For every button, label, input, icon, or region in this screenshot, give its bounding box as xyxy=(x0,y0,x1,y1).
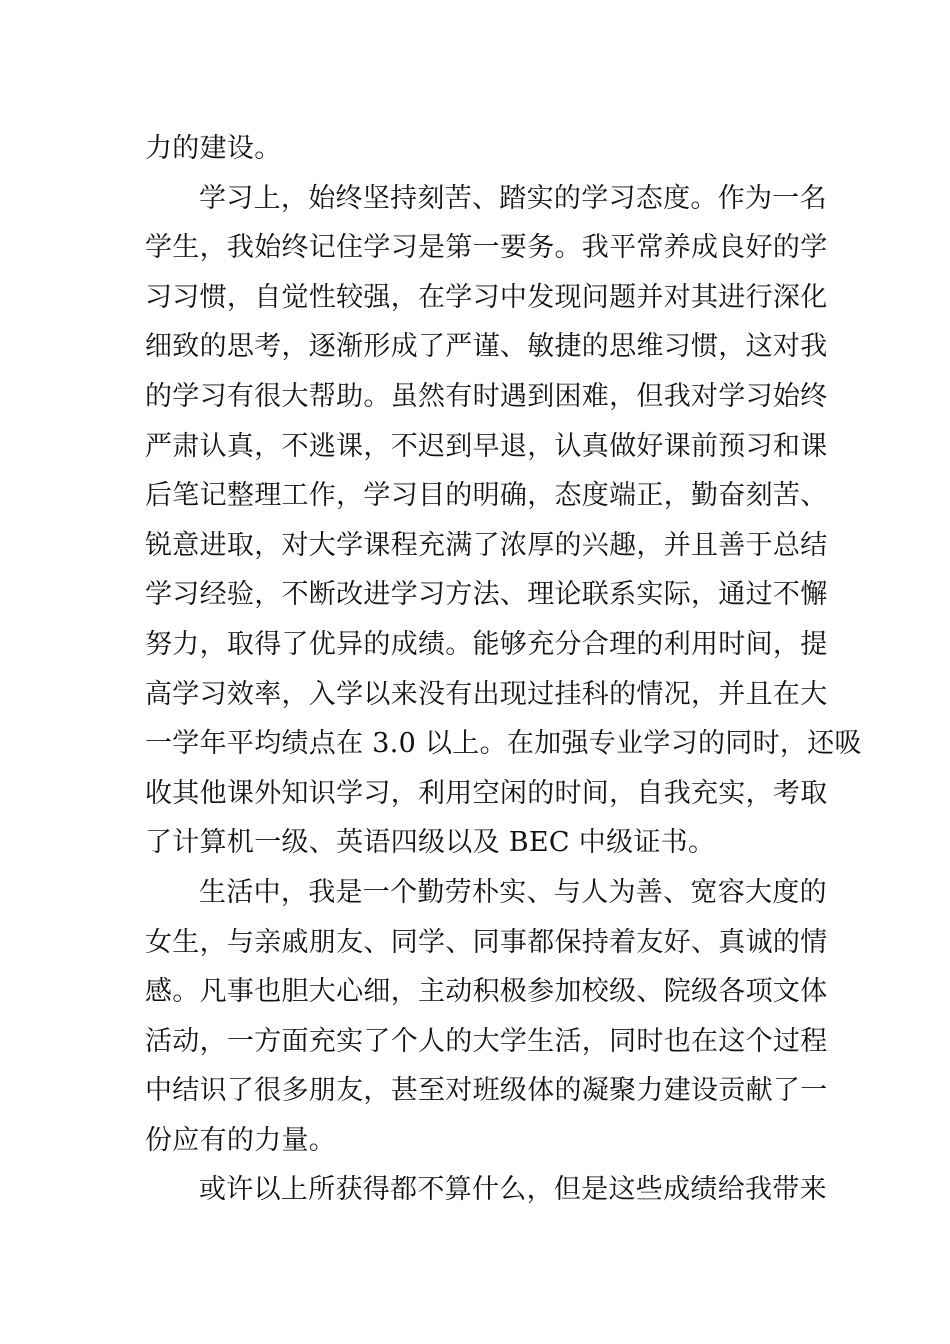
text-line: 收其他课外知识学习，利用空闲的时间，自我充实，考取 xyxy=(145,777,828,809)
text-line: 学生，我始终记住学习是第一要务。我平常养成良好的学 xyxy=(145,232,828,264)
text-line: 感。凡事也胆大心细，主动积极参加校级、院级各项文体 xyxy=(145,976,828,1008)
text-line: 锐意进取，对大学课程充满了浓厚的兴趣，并且善于总结 xyxy=(145,529,828,561)
text-line: 份应有的力量。 xyxy=(145,1124,337,1156)
paragraph-first-line: 或许以上所获得都不算什么，但是这些成绩给我带来 xyxy=(199,1174,827,1206)
text-line: 中结识了很多朋友，甚至对班级体的凝聚力建设贡献了一 xyxy=(145,1075,828,1107)
text-line: 努力，取得了优异的成绩。能够充分合理的利用时间，提 xyxy=(145,628,828,660)
text-line: 习习惯，自觉性较强，在学习中发现问题并对其进行深化 xyxy=(145,281,828,313)
text-line: 学习经验，不断改进学习方法、理论联系实际，通过不懈 xyxy=(145,579,828,611)
text-line: 高学习效率，入学以来没有出现过挂科的情况，并且在大 xyxy=(145,678,828,710)
text-line: 了计算机一级、英语四级以及 BEC 中级证书。 xyxy=(145,827,716,859)
text-line: 严肃认真，不逃课，不迟到早退，认真做好课前预习和课 xyxy=(145,430,828,462)
text-line: 的学习有很大帮助。虽然有时遇到困难，但我对学习始终 xyxy=(145,380,828,412)
paragraph-first-line: 生活中，我是一个勤劳朴实、与人为善、宽容大度的 xyxy=(199,876,827,908)
text-line: 一学年平均绩点在 3.0 以上。在加强专业学习的同时，还吸 xyxy=(145,728,862,760)
text-line: 后笔记整理工作，学习目的明确，态度端正，勤奋刻苦、 xyxy=(145,480,828,512)
paragraph-first-line: 学习上，始终坚持刻苦、踏实的学习态度。作为一名 xyxy=(199,182,827,214)
document-body xyxy=(145,124,862,1215)
text-line: 细致的思考，逐渐形成了严谨、敏捷的思维习惯，这对我 xyxy=(145,331,828,363)
text-line: 力的建设。 xyxy=(145,133,282,164)
text-line: 女生，与亲戚朋友、同学、同事都保持着友好、真诚的情 xyxy=(145,926,828,958)
text-line: 活动，一方面充实了个人的大学生活，同时也在这个过程 xyxy=(145,1025,828,1057)
